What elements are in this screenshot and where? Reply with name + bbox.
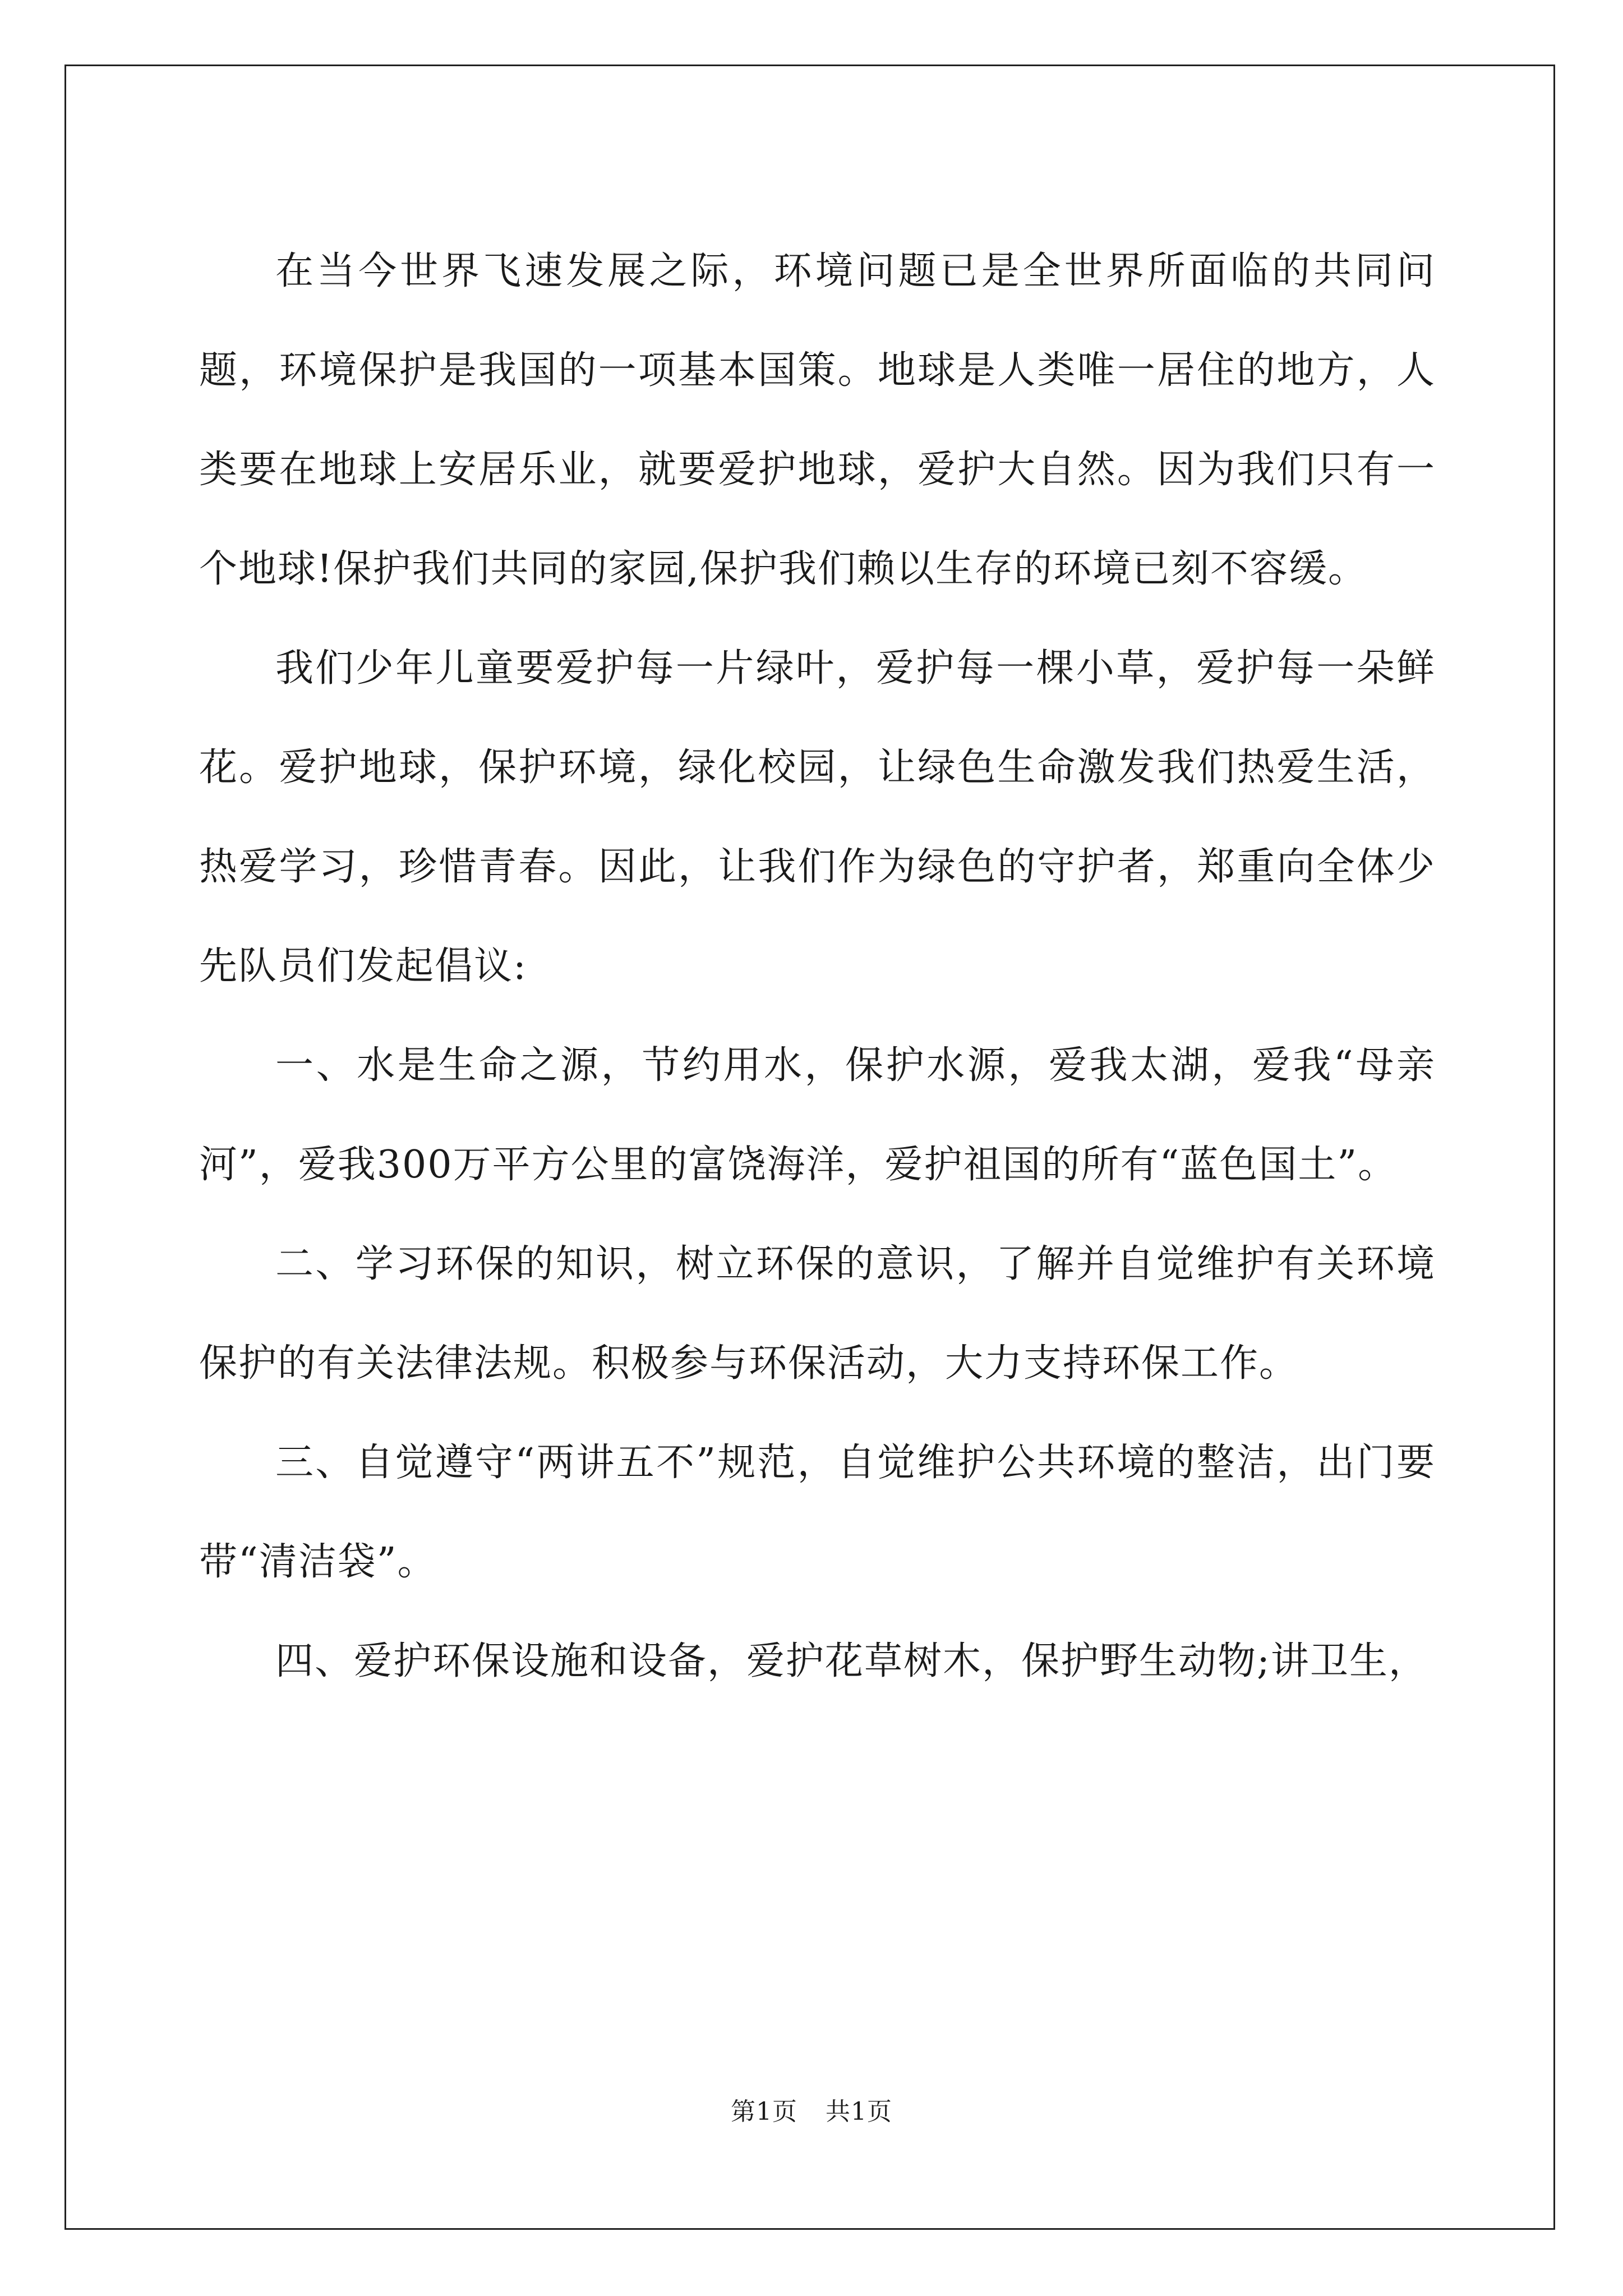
paragraph-item-4: 四、爱护环保设施和设备，爱护花草树木，保护野生动物;讲卫生，	[275, 1639, 1428, 1683]
paragraph-item-2: 二、学习环保的知识，树立环保的意识，了解并自觉维护有关环境保护的有关法律法规。积极参与环保活动，大力支持环保工作。	[199, 1242, 1436, 1386]
paragraph-intro: 在当今世界飞速发展之际，环境问题已是全世界所面临的共同问题，环境保护是我国的一项基本国策。地球是人类唯一居住的地方，人类要在地球上安居乐业，就要爱护地球，爱护大自然。因为我们只有一个地球!保护我们共同的家园,保护我们赖以生存的环境已刻不容缓。	[199, 249, 1436, 591]
document-body	[199, 222, 1436, 1711]
paragraph-appeal: 我们少年儿童要爱护每一片绿叶，爱护每一棵小草，爱护每一朵鲜花。爱护地球，保护环境，绿化校园，让绿色生命激发我们热爱生活，热爱学习，珍惜青春。因此，让我们作为绿色的守护者，郑重向全体少先队员们发起倡议:	[199, 646, 1436, 988]
page-number-total: 共1页	[826, 2097, 892, 2126]
page-footer	[0, 2095, 1623, 2129]
paragraph-item-1: 一、水是生命之源，节约用水，保护水源，爱我太湖，爱我“母亲河”，爱我300万平方公里的富饶海洋，爱护祖国的所有“蓝色国土”。	[199, 1043, 1436, 1187]
paragraph-item-3: 三、自觉遵守“两讲五不”规范，自觉维护公共环境的整洁，出门要带“清洁袋”。	[199, 1441, 1436, 1584]
page-number-current: 第1页	[731, 2097, 797, 2126]
